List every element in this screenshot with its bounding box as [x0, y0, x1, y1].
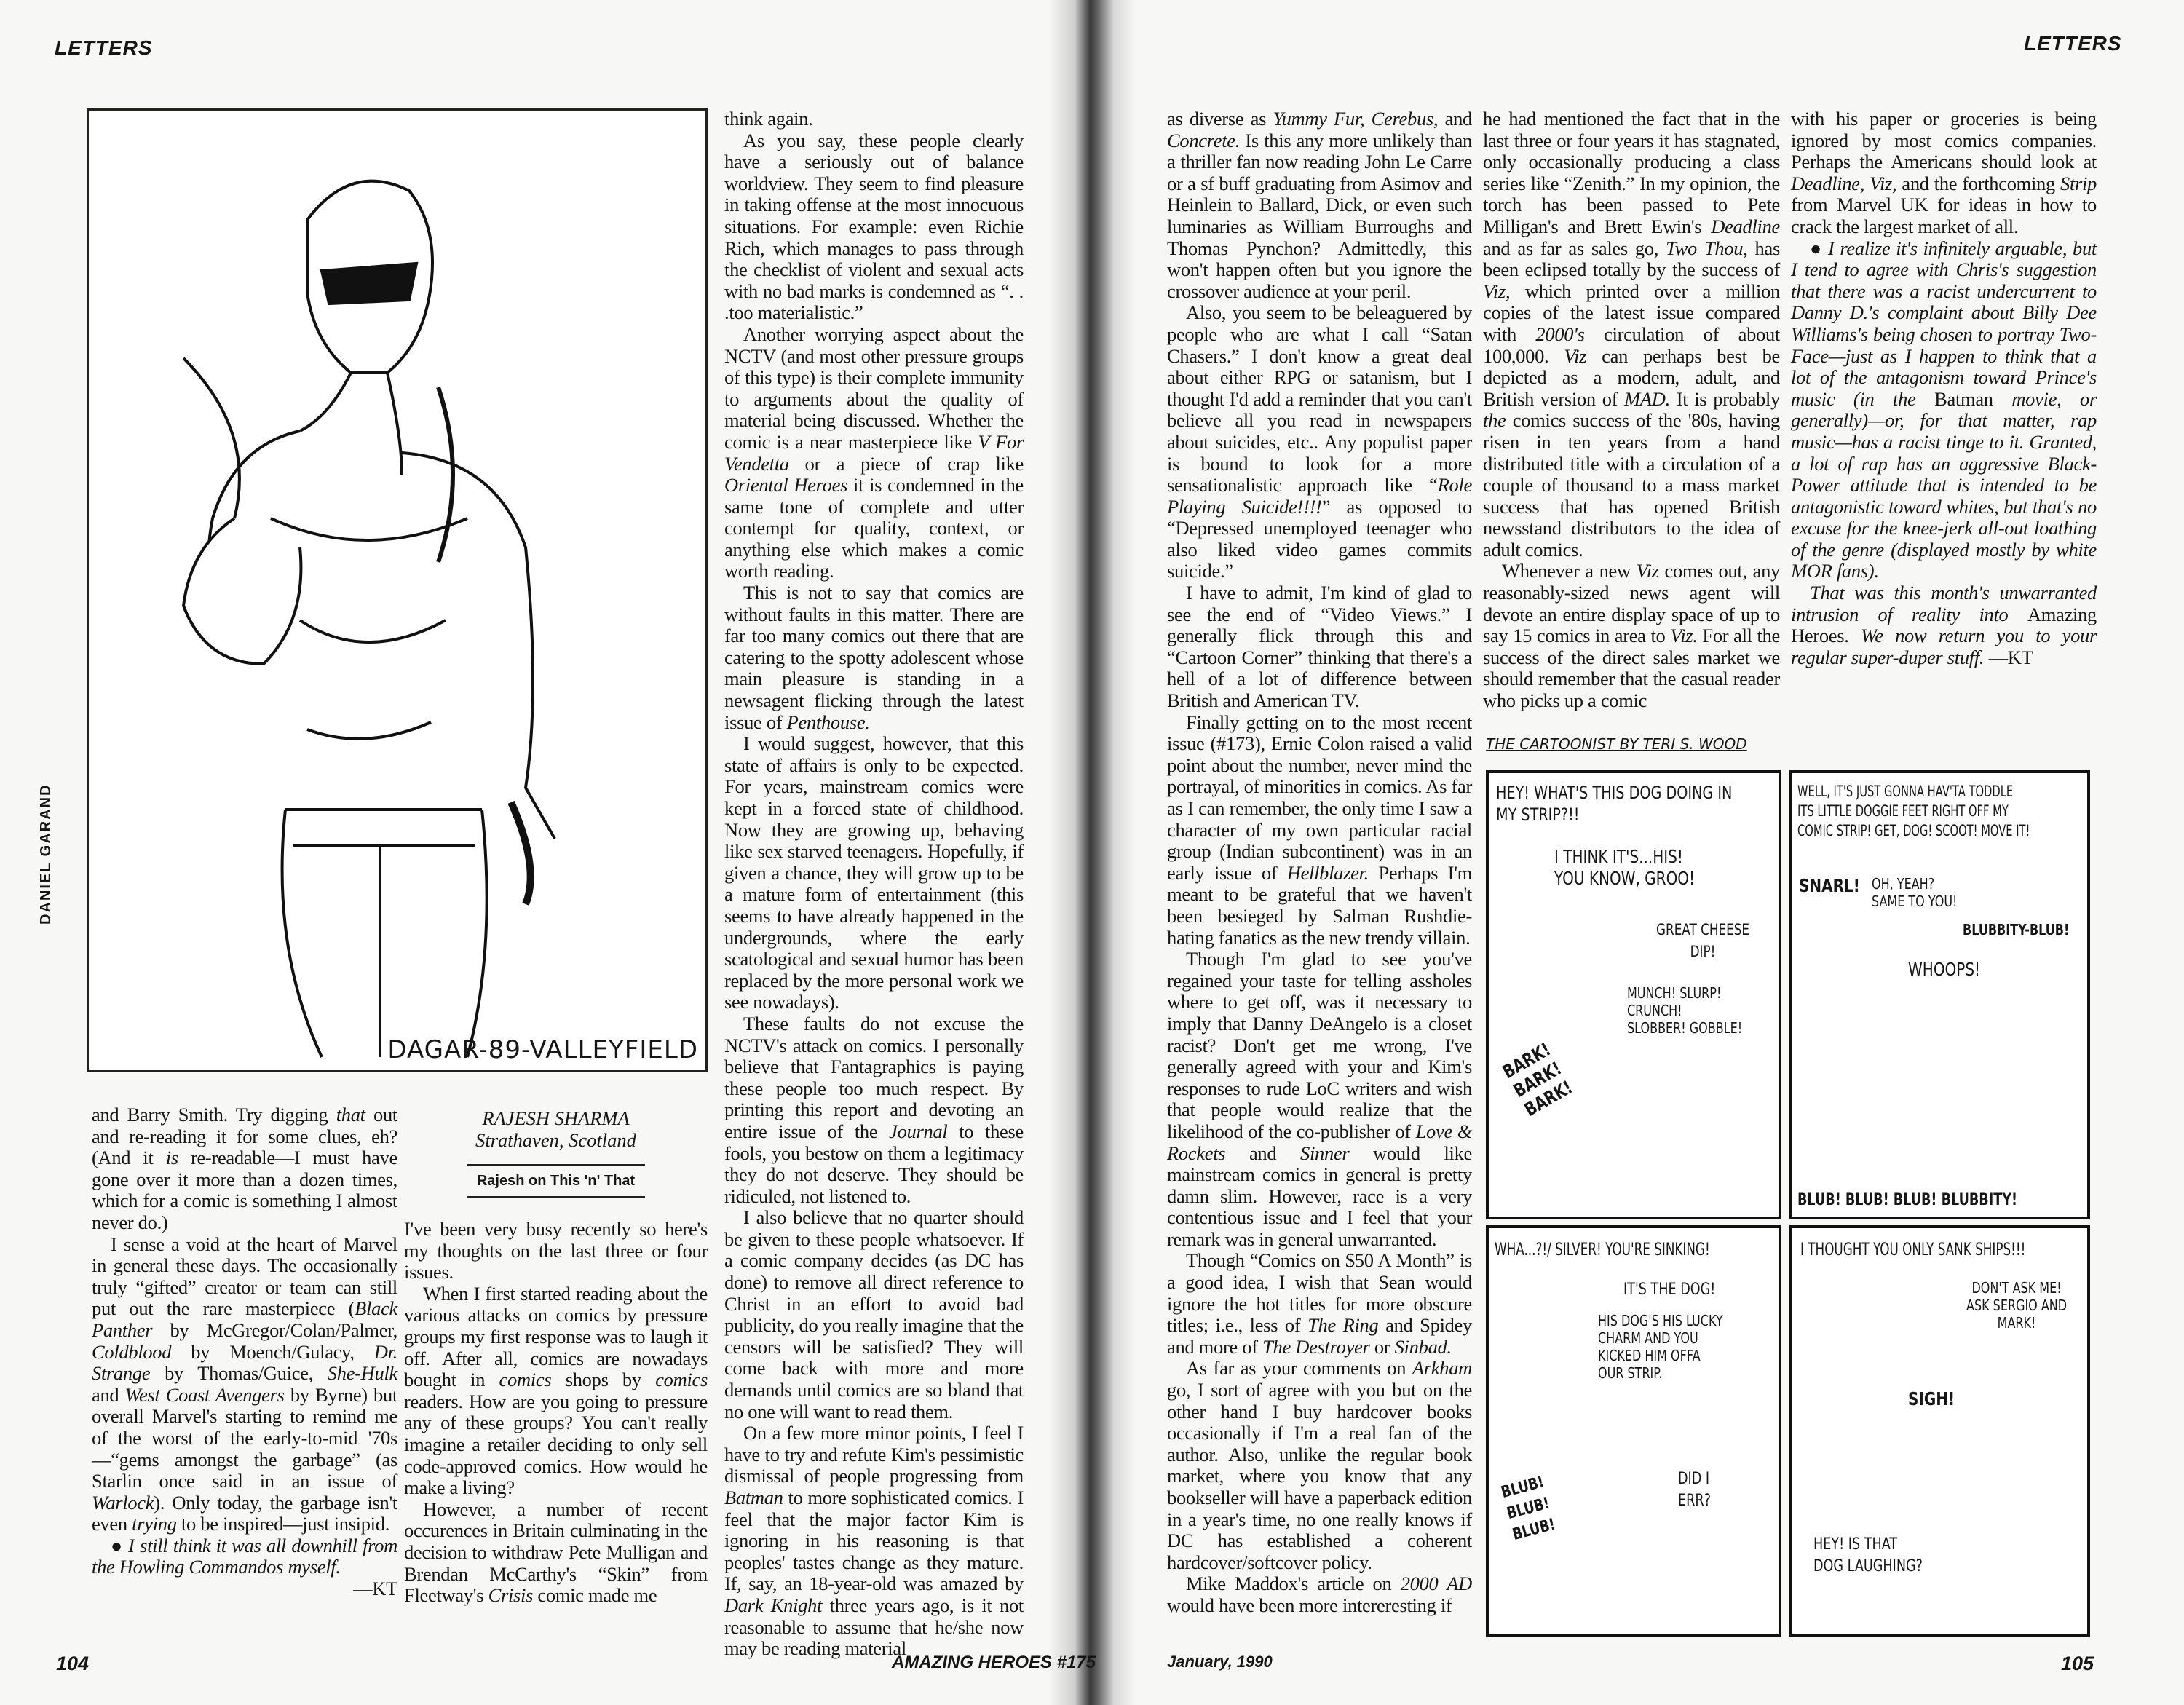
paragraph — [1167, 302, 1472, 582]
italic-text-run: Viz, — [1483, 280, 1511, 302]
sound-effect: BLUB! BLUB! BLUB! — [1499, 1473, 1558, 1545]
text-run: As you say, these people clearly have a seriously out of balance worldview. They seem to find pleasure in taking offense at the most innocuous situations. For example: even Richie Rich, which manages to pass through the checklist of violent and sexual acts with no bad marks is condemned as “. . .too materialistic.” — [724, 129, 1024, 324]
text-run: and Barry Smith. Try digging — [92, 1104, 336, 1126]
paragraph — [1791, 238, 2097, 583]
page-number-right: 105 — [2061, 1653, 2094, 1674]
speech-text: OH, YEAH? SAME TO YOU! — [1872, 875, 1958, 910]
text-run: by Thomas/Guice, — [150, 1362, 328, 1385]
italic-text-run: Coldblood — [92, 1340, 172, 1363]
italic-text-run: comics — [499, 1369, 552, 1391]
sound-effect: SNARL! — [1799, 875, 1860, 896]
speech-text: I THINK IT'S...HIS! YOU KNOW, GROO! — [1554, 846, 1696, 889]
text-run: re-readable—I must have gone over it more than a dozen times, which for a comic is something I almost never do.) — [92, 1147, 397, 1233]
italic-text-run: Hellblazer. — [1286, 861, 1369, 884]
paragraph — [724, 1013, 1024, 1207]
paragraph — [1167, 108, 1472, 302]
text-run: and the forthcoming — [1896, 172, 2060, 194]
italic-text-run: Role Playing Suicide!!!! — [1167, 474, 1472, 518]
text-run: with his paper or groceries is being ignored by most comics companies. Perhaps the Americans should look at — [1791, 108, 2097, 173]
text-run: comic made me — [533, 1584, 657, 1607]
italic-text-run: She-Hulk — [327, 1362, 397, 1385]
speech-text: WHA...?!/ SILVER! YOU'RE SINKING! — [1495, 1239, 1710, 1259]
text-run: and — [1438, 108, 1473, 130]
italic-text-run: is — [165, 1147, 178, 1169]
paragraph — [1483, 561, 1780, 711]
text-run: by Byrne) but overall Marvel's starting to remind me of the worst of the early-to-mid '70s—“gems amongst the garbage” (as Starlin once said in an issue of — [92, 1383, 398, 1492]
text-run: by McGregor/Colan/Palmer, — [152, 1318, 397, 1341]
comic-panel-3 — [1486, 1225, 1781, 1637]
paragraph — [724, 130, 1024, 324]
text-run: by Moench/Gulacy, — [171, 1340, 374, 1363]
running-head-left: LETTERS — [55, 36, 153, 59]
text-run: readers. How are you going to pressure any of these groups? You can't really imagine a retailer deciding to only sell code-approved comics. How would he make a living? — [404, 1390, 708, 1499]
text-run: —KT — [1984, 646, 2033, 668]
paragraph — [1167, 712, 1472, 949]
running-head-right: LETTERS — [2024, 32, 2122, 55]
speech-text: DID I ERR? — [1678, 1470, 1711, 1510]
italic-text-run: Deadline, Viz, — [1791, 172, 1897, 194]
italic-text-run: The Destroyer — [1262, 1335, 1370, 1358]
speech-text: I THOUGHT YOU ONLY SANK SHIPS!!! — [1800, 1239, 2026, 1259]
text-run: I have to admit, I'm kind of glad to see the end of “Video Views.” I generally flick through this and “Cartoon Corner” thinking that there's a hell of a lot of difference between British and American TV. — [1167, 582, 1472, 712]
italic-text-run: Warlock — [92, 1491, 154, 1514]
text-run: or a piece of crap like — [788, 452, 1024, 475]
italic-text-run: Sinbad. — [1394, 1335, 1452, 1358]
issue-date: January, 1990 — [1167, 1653, 1273, 1671]
paragraph — [1791, 582, 2097, 668]
text-run: I would suggest, however, that this state of affairs is only to be expected. For years, mainstream comics were kept in a forced state of childhood. Now they are growing up, behaving like sex starved teenagers. Hopefully, if given a chance, they will grow up to be a mature form of entertainment (this seems to have already happened in the undergrounds, where the early scatological and sexual humor has been replaced by the more personal work we see nowadays). — [724, 732, 1024, 1013]
text-run: These faults do not excuse the NCTV's attack on comics. I personally believe that Fantagraphics is paying these people too much respect. By printing this report and devoting an entire issue of the — [724, 1012, 1024, 1142]
italic-text-run: Batman — [724, 1487, 783, 1508]
text-run: ● — [111, 1534, 129, 1556]
paragraph — [1167, 949, 1472, 1250]
paragraph — [724, 582, 1024, 733]
text-run: ). Only today, the garbage isn't even — [92, 1491, 397, 1535]
right-column-1 — [1167, 108, 1472, 1617]
comic-panel-2 — [1789, 770, 2090, 1219]
italic-text-run: I still think it was all downhill from the Howling Commandos myself. — [92, 1534, 397, 1578]
comic-strip-title: THE CARTOONIST BY TERI S. WOOD — [1486, 735, 1747, 753]
text-run: Though “Comics on $50 A Month” is a good idea, I wish that Sean would ignore the hot titles for more obscure titles; i.e., less of — [1167, 1249, 1472, 1337]
illustration — [87, 108, 708, 1072]
paragraph — [724, 108, 1024, 130]
paragraph — [404, 1219, 708, 1283]
left-column-1 — [92, 1104, 397, 1600]
letter-title: Rajesh on This 'n' That — [467, 1164, 645, 1198]
text-run: Also, you seem to be beleaguered by people who are what I call “Satan Chasers.” I don't know a great deal about either RPG or satanism, but I thought I'd add a reminder that you can't believe all you read in newspapers about suicides, etc.. Any populist paper is bound to look for a more sensationalistic approach like “ — [1167, 301, 1472, 497]
sound-effect: MUNCH! SLURP! CRUNCH! SLOBBER! GOBBLE! — [1627, 984, 1743, 1037]
paragraph — [92, 1104, 397, 1234]
page-number-left: 104 — [56, 1653, 90, 1674]
text-run: and Spidey and more of — [1167, 1314, 1472, 1358]
text-run: Another worrying aspect about the NCTV (and most other pressure groups of this type) is their complete immunity to arguments about the quality of material being discussed. Whether the comic is a near masterpiece like — [724, 323, 1024, 453]
comic-panel-4 — [1789, 1225, 2090, 1637]
speech-text: HEY! IS THAT DOG LAUGHING? — [1813, 1535, 1923, 1575]
italic-text-run: Viz — [1564, 344, 1587, 367]
text-run: to these fools, you bestow on them a legitimacy they do not deserve. They should be ridiculed, not listened to. — [724, 1120, 1024, 1207]
text-run: Mike Maddox's article on — [1186, 1573, 1401, 1595]
text-run: can perhaps best be depicted as a modern, adult, and British version of — [1483, 344, 1780, 410]
text-run: which printed over a million copies of the latest issue compared with — [1483, 280, 1780, 345]
text-run: has been eclipsed totally by the success of — [1483, 237, 1780, 281]
speech-text: HEY! WHAT'S THIS DOG DOING IN MY STRIP?!! — [1496, 783, 1733, 825]
italic-text-run: Sinner — [1300, 1142, 1350, 1164]
italic-text-run: movie, or generally)—or, for that matter, rap music—has a racist tinge to it. Granted, a lot of rap has an aggressive Black-Power attitude that is intended to be antagonistic toward whites, but that's no excuse for the knee-jerk all-out loathing of the genre (displayed mostly by white MOR fans). — [1791, 387, 2097, 582]
italic-text-run: the — [1483, 409, 1506, 432]
speech-text: WELL, IT'S JUST GONNA HAV'TA TODDLE ITS LITTLE DOGGIE FEET RIGHT OFF MY COMIC STRIP! GET, DOG! SCOOT! MOVE IT! — [1797, 783, 2030, 839]
italic-text-run: that — [336, 1104, 365, 1126]
italic-text-run: Yummy Fur, Cerebus, — [1273, 108, 1439, 130]
text-run: circulation of about 100,000. — [1483, 323, 1780, 367]
italic-text-run: V For Vendetta — [724, 430, 1024, 475]
speech-text: GREAT CHEESE DIP! — [1656, 921, 1749, 960]
text-run: it is condemned in the same tone of complete and utter contempt for quality, context, or anything else which makes a comic worth reading. — [724, 474, 1024, 582]
italic-text-run: That was this month's unwarranted intrusion of reality into — [1791, 582, 2097, 625]
italic-text-run: 2000's — [1535, 323, 1585, 345]
text-run: and as far as sales go, — [1483, 237, 1666, 259]
italic-text-run: Penthouse. — [786, 711, 870, 733]
text-run: and — [1225, 1142, 1300, 1164]
italic-text-run: The Ring — [1307, 1314, 1379, 1337]
text-run: from Marvel UK for ideas in how to crack the largest market of all. — [1791, 194, 2097, 237]
text-run: three years ago, is it not reasonable to assume that he/she now may be reading material — [724, 1594, 1024, 1660]
paragraph — [404, 1283, 708, 1499]
italic-text-run: Dark Knight — [724, 1594, 823, 1616]
italic-text-run: Two Thou, — [1666, 237, 1748, 259]
text-run: It is probably — [1669, 387, 1780, 410]
paragraph — [404, 1499, 708, 1607]
italic-text-run: Viz. — [1670, 625, 1698, 647]
italic-text-run: West Coast Avengers — [124, 1383, 285, 1406]
text-run: Perhaps I'm meant to be grateful that we haven't been besieged by Salman Rushdie-hating fanatics as the new trendy villain. — [1167, 861, 1472, 949]
speech-text: DON'T ASK ME! ASK SERGIO AND MARK! — [1966, 1279, 2068, 1332]
text-run: go, I sort of agree with you but on the other hand I buy hardcover books occasionally if I'm a real fan of the author. Also, unlike the regular book market, where you know that any bookseller will have a paperback edition in a year's time, no one really knows if DC has established a coherent hardcover/softcover policy. — [1167, 1379, 1472, 1573]
text-run: to be inspired—just insipid. — [176, 1513, 390, 1535]
paragraph — [1167, 1358, 1472, 1573]
text-run: he had mentioned the fact that in the last three or four years it has stagnated, only occasionally producing a class series like “Zenith.” In my opinion, the torch has been passed to Pete Milligan's and Brett Ewin's — [1483, 108, 1780, 237]
italic-text-run: Dr. Strange — [92, 1340, 397, 1385]
text-run: Whenever a new — [1502, 560, 1637, 582]
figure-drawing — [89, 111, 710, 1075]
text-run: to more sophisticated comics. I feel that the major factor Kim is ignoring in his reasoning is that peoples' tastes change as they mature. If, say, an 18-year-old was amazed by — [724, 1487, 1024, 1595]
text-run: I sense a void at the heart of Marvel in general these days. The occasionally truly “gifted” creator or team can still put out the rare masterpiece ( — [92, 1233, 397, 1320]
text-run: Amazing Heroes. — [1791, 603, 2097, 647]
text-run: comes out, any reasonably-sized news agent will devote an entire display space of up to say 15 comics in area to — [1483, 560, 1780, 647]
text-run: Though I'm glad to see you've regained your taste for telling assholes where to get off, was it necessary to imply that Danny DeAngelo is a closet racist? Don't get me wrong, I've generally agreed with your and Kim's responses to rude LoC writers and wish that people would realize that the likelihood of the co-publisher of — [1167, 948, 1472, 1142]
italic-text-run: Journal — [889, 1120, 948, 1142]
italic-text-run: Love & Rockets — [1167, 1120, 1473, 1164]
text-run: Finally getting on to the most recent issue (#173), Ernie Colon raised a valid point about the number, never mind the portrayal, of minorities in comics. As far as I can remember, the only time I saw a character of my own particular racial group (Indian subcontinent) was in an early issue of — [1167, 711, 1472, 884]
author-location: Strathaven, Scotland — [475, 1129, 636, 1151]
text-run: This is not to say that comics are without faults in this matter. There are far too many comics out there that are catering to the spotty adolescent whose main pleasure is standing in a newsagent flicking through the latest issue of — [724, 582, 1024, 733]
paragraph — [92, 1578, 397, 1600]
paragraph — [724, 1207, 1024, 1423]
paragraph — [1167, 1250, 1472, 1358]
italic-text-run: Concrete. — [1167, 129, 1241, 151]
text-run: As far as your comments on — [1186, 1357, 1412, 1380]
comic-panel-1 — [1486, 770, 1781, 1219]
paragraph — [724, 1423, 1024, 1660]
paragraph — [1483, 108, 1780, 561]
left-column-3 — [724, 108, 1024, 1660]
text-run: Batman — [1934, 387, 1993, 410]
illustration-caption: DAGAR-89-VALLEYFIELD — [387, 1035, 698, 1064]
left-column-2 — [404, 1219, 708, 1607]
text-run: would like mainstream comics in general is pretty damn slim. However, race is a very contentious issue and I feel that your remark was in general unwarranted. — [1167, 1142, 1472, 1250]
text-run: ” as opposed to “Depressed unemployed teenager who also liked video games commits suicide.” — [1167, 495, 1472, 582]
paragraph — [1167, 1573, 1472, 1616]
paragraph — [1167, 582, 1472, 712]
text-run: out and re-reading it for some clues, eh? (And it — [92, 1104, 397, 1169]
italic-text-run: I realize it's infinitely arguable, but I tend to agree with Chris's suggestion that there was a racist undercurrent to Danny D.'s complaint about Billy Dee Williams's being chosen to portray Two-Face—just as I happen to think that a lot of the antagonism toward Prince's music (in the — [1791, 237, 2097, 410]
text-run: as diverse as — [1167, 108, 1273, 130]
text-run: would have been more intereresting if — [1167, 1594, 1452, 1616]
letter-byline — [404, 1107, 708, 1198]
page-gutter — [1048, 0, 1136, 1705]
text-run: or — [1369, 1335, 1395, 1358]
italic-text-run: Black Panther — [92, 1297, 397, 1341]
italic-text-run: Viz — [1636, 560, 1659, 582]
sound-effect: WHOOPS! — [1908, 959, 1981, 980]
italic-text-run: comics — [655, 1369, 708, 1391]
speech-text: IT'S THE DOG! — [1623, 1281, 1716, 1299]
text-run: I also believe that no quarter should be given to these people whatsoever. If a comic company decides (as DC has done) to remove all direct reference to Christ in an effort to avoid bad publicity, do you really imagine that the censors will be satisfied? They will come back with more and more demands until comics are so bland that no one will want to read them. — [724, 1206, 1024, 1423]
text-run: On a few more minor points, I feel I have to try and refute Kim's pessimistic dismissal of people progressing from — [724, 1422, 1024, 1487]
illustration-credit: DANIEL GARAND — [38, 783, 54, 925]
paragraph — [92, 1535, 397, 1578]
sound-effect: BLUBBITY-BLUB! — [1963, 921, 2070, 938]
text-run: However, a number of recent occurences in Britain culminating in the decision to withdraw Pete Mulligan and Brendan McCarthy's “Skin” from Fleetway's — [404, 1498, 708, 1607]
sound-effect: BARK! BARK! BARK! — [1499, 1038, 1576, 1121]
italic-text-run: 2000 AD — [1400, 1573, 1472, 1595]
italic-text-run: Arkham — [1412, 1357, 1472, 1380]
italic-text-run: Oriental Heroes — [724, 474, 848, 497]
magazine-issue: AMAZING HEROES #175 — [892, 1653, 1096, 1672]
italic-text-run: Strip — [2060, 172, 2097, 194]
author-name: RAJESH SHARMA — [482, 1107, 630, 1129]
italic-text-run: Crisis — [488, 1584, 534, 1607]
text-run: I've been very busy recently so here's my thoughts on the last three or four issues. — [404, 1218, 708, 1283]
text-run: For all the success of the direct sales market we should remember that the casual reader who picks up a comic — [1483, 625, 1780, 712]
text-run: shops by — [551, 1369, 656, 1391]
sound-effect: SIGH! — [1908, 1388, 1955, 1409]
text-run: comics success of the '80s, having risen in ten years from a hand distributed title with a circulation of a couple of thousand to a mass market success that has opened British newsstand distributors to the idea of adult comics. — [1483, 409, 1780, 561]
speech-text: HIS DOG'S HIS LUCKY CHARM AND YOU KICKED HIM OFFA OUR STRIP. — [1598, 1312, 1723, 1382]
text-run: and — [92, 1383, 125, 1406]
text-run: When I first started reading about the various attacks on comics by pressure groups my first response was to laugh it off. After all, comics are nowadays bought in — [404, 1282, 708, 1391]
paragraph — [1791, 108, 2097, 238]
text-run: Is this any more unlikely than a thriller fan now reading John Le Carre or a sf buff graduating from Asimov and Heinlein to Ballard, Dick, or even such luminaries as William Burroughs and Thomas Pynchon? Admittedly, this won't happen often but you ignore the crossover audience at your peril. — [1167, 129, 1472, 302]
text-run: ● — [1810, 237, 1829, 259]
right-column-3 — [1791, 108, 2097, 668]
italic-text-run: We now return you to your regular super-duper stuff. — [1791, 625, 2097, 668]
right-column-2 — [1483, 108, 1780, 712]
paragraph — [724, 324, 1024, 582]
italic-text-run: Deadline — [1711, 215, 1780, 237]
text-run: —KT — [353, 1578, 397, 1600]
paragraph — [724, 733, 1024, 1013]
sound-effect: BLUB! BLUB! BLUB! BLUBBITY! — [1797, 1191, 2018, 1209]
text-run: think again. — [724, 108, 813, 130]
paragraph — [92, 1234, 397, 1535]
italic-text-run: MAD. — [1624, 387, 1670, 410]
italic-text-run: trying — [132, 1513, 177, 1535]
